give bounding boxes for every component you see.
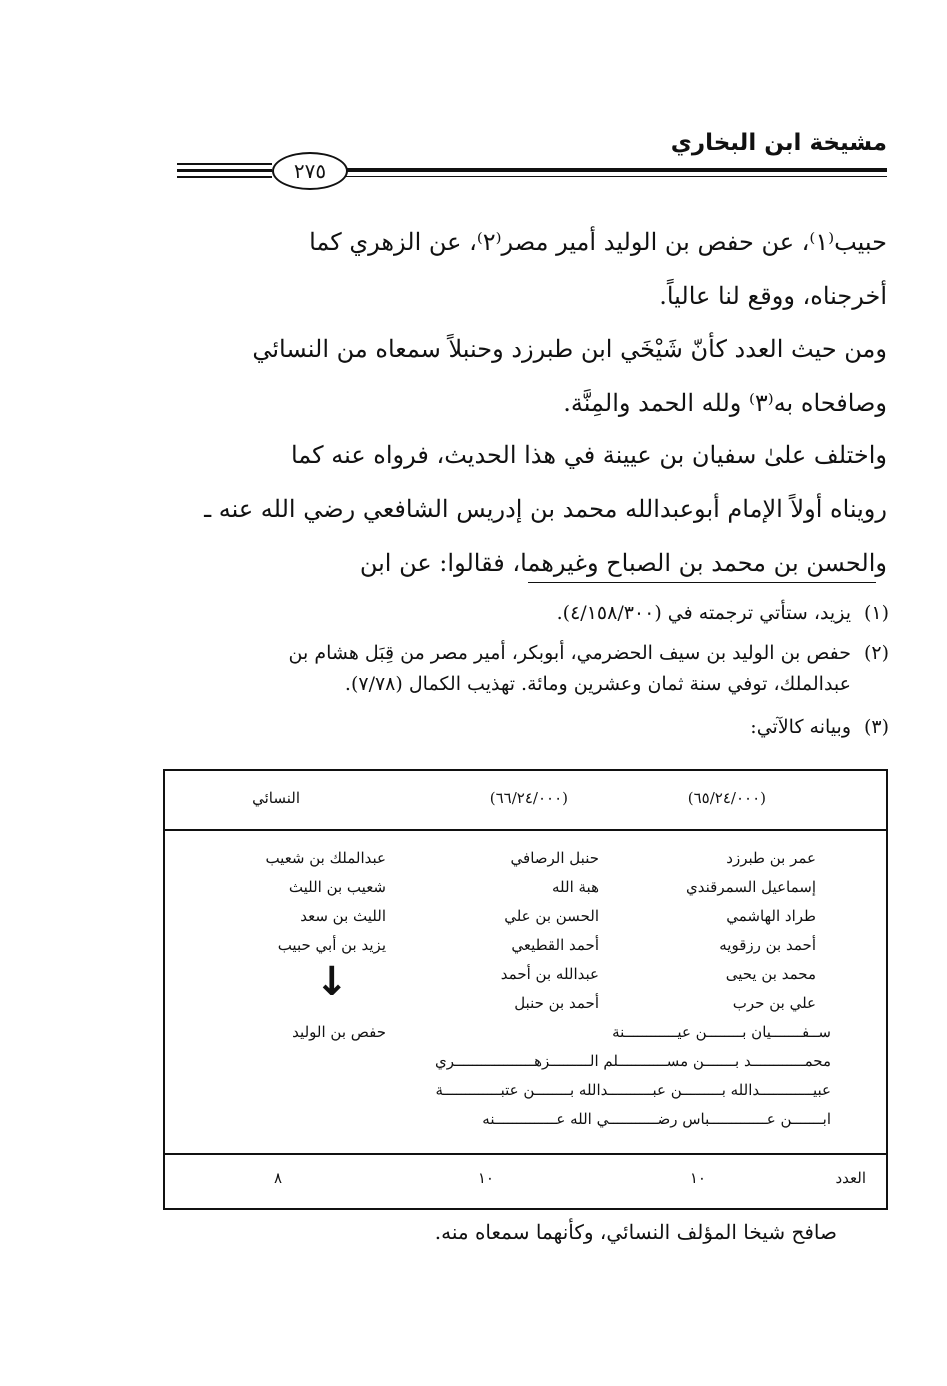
col2-row-2: هبة الله — [552, 878, 599, 896]
table-footer-count-1: ١٠ — [689, 1169, 706, 1187]
col2-row-1: حنبل الرصافي — [510, 849, 599, 867]
table-footer-label: العدد — [835, 1169, 866, 1187]
header-rule-thin — [345, 176, 887, 177]
col1-row-3: طراد الهاشمي — [726, 907, 816, 925]
footnote-2 — [161, 638, 889, 700]
chain-line-2: محمــــــــــــد بـــــــن مســـــــــــلم الـــــــــزهــــــــــــــــــري — [435, 1052, 831, 1070]
col3-row-1: عبدالملك بن شعيب — [265, 849, 386, 867]
table-header-col1: (٦٥/٢٤/٠٠٠) — [687, 789, 766, 807]
footnote-3-text: وبيانه كالآتي: — [750, 716, 851, 738]
paragraph-3-line-1: واختلف علىٰ سفيان بن عيينة في هذا الحديث، فرواه عنه كما — [290, 441, 887, 469]
table-header-divider — [165, 829, 886, 831]
chain-line-1: ســفـــــــيان بــــــــن عيــــــــــــنة — [612, 1023, 831, 1041]
paragraph-3-line-3: والحسن بن محمد بن الصباح وغيرهما، فقالوا: عن ابن — [359, 549, 887, 577]
paragraph-1-line-1: حبيب⁽١⁾، عن حفص بن الوليد أمير مصر⁽٢⁾، عن الزهري كما — [309, 228, 887, 256]
header-rule-thick — [345, 168, 887, 172]
paragraph-2 — [162, 322, 887, 430]
col2-row-3: الحسن بن علي — [504, 907, 599, 925]
table-footer-count-3: ٨ — [273, 1169, 282, 1187]
col3-row-4: يزيد بن أبي حبيب — [277, 936, 386, 954]
header-rule-left-bot — [177, 176, 272, 178]
arrow-down-icon: ↓ — [315, 959, 349, 1005]
col3-end: حفص بن الوليد — [292, 1023, 386, 1041]
col3-row-3: الليث بن سعد — [300, 907, 386, 925]
col1-row-1: عمر بن طبرزد — [726, 849, 816, 867]
footnote-1-text: يزيد، ستأتي ترجمته في (٤/١٥٨/٣٠٠). — [556, 602, 851, 624]
page-number: ٢٧٥ — [293, 159, 327, 183]
header-rule-left-top — [177, 163, 272, 165]
paragraph-2-line-1: ومن حيث العدد كأنّ شَيْخَي ابن طبرزد وحنبلاً سمعاه من النسائي — [252, 335, 887, 363]
table-footer-count-2: ١٠ — [477, 1169, 494, 1187]
page-number-badge — [272, 152, 348, 190]
chain-line-3: عبيــــــــــــدالله بـــــــــن عبــــــــــدالله بــــــــن عتبـــــــــــــة — [435, 1081, 831, 1099]
closing-note: صافح شيخا المؤلف النسائي، وكأنهما سمعاه منه. — [434, 1220, 837, 1244]
running-header-title: مشيخة ابن البخاري — [670, 130, 887, 156]
paragraph-1-line-2: أخرجناه، ووقع لنا عالياً. — [659, 282, 887, 310]
paragraph-3-line-2: رويناه أولاً الإمام أبوعبدالله محمد بن إدريس الشافعي رضي الله عنه ـ — [204, 495, 887, 523]
col3-row-2: شعيب بن الليث — [288, 878, 386, 896]
paragraph-3 — [162, 428, 887, 590]
col1-row-5: محمد بن يحيى — [725, 965, 816, 983]
table-footer-divider — [165, 1153, 886, 1155]
col1-row-6: علي بن حرب — [732, 994, 816, 1012]
header-rule-left-mid — [177, 169, 272, 172]
col1-row-4: أحمد بن رزقويه — [719, 936, 816, 954]
paragraph-1 — [162, 215, 887, 323]
table-header-col3: النسائي — [252, 789, 300, 807]
col1-row-2: إسماعيل السمرقندي — [686, 878, 816, 896]
isnad-table — [163, 769, 888, 1210]
footnote-2-text-2: عبدالملك، توفي سنة ثمان وعشرين ومائة. تهذيب الكمال (٧/٧٨). — [344, 673, 851, 695]
footnote-2-number: (٢) — [863, 642, 889, 664]
footnote-3-number: (٣) — [863, 716, 889, 738]
footnote-1 — [161, 598, 889, 629]
col2-row-6: أحمد بن حنبل — [514, 994, 599, 1012]
col2-row-4: أحمد القطيعي — [511, 936, 599, 954]
table-header-col2: (٦٦/٢٤/٠٠٠) — [489, 789, 568, 807]
footnote-1-number: (١) — [863, 602, 889, 624]
footnote-2-text-1: حفص بن الوليد بن سيف الحضرمي، أبوبكر، أمير مصر من قِبَل هشام بن — [288, 642, 851, 664]
footnote-separator — [528, 582, 876, 583]
chain-line-4: ابـــــــن عـــــــــــــباس رضـــــــــــي الله عــــــــــــــنه — [482, 1110, 831, 1128]
footnote-3 — [161, 712, 889, 743]
paragraph-2-line-2: وصافحاه به⁽٣⁾ ولله الحمد والمِنَّة. — [563, 389, 887, 417]
col2-row-5: عبدالله بن أحمد — [500, 965, 599, 983]
